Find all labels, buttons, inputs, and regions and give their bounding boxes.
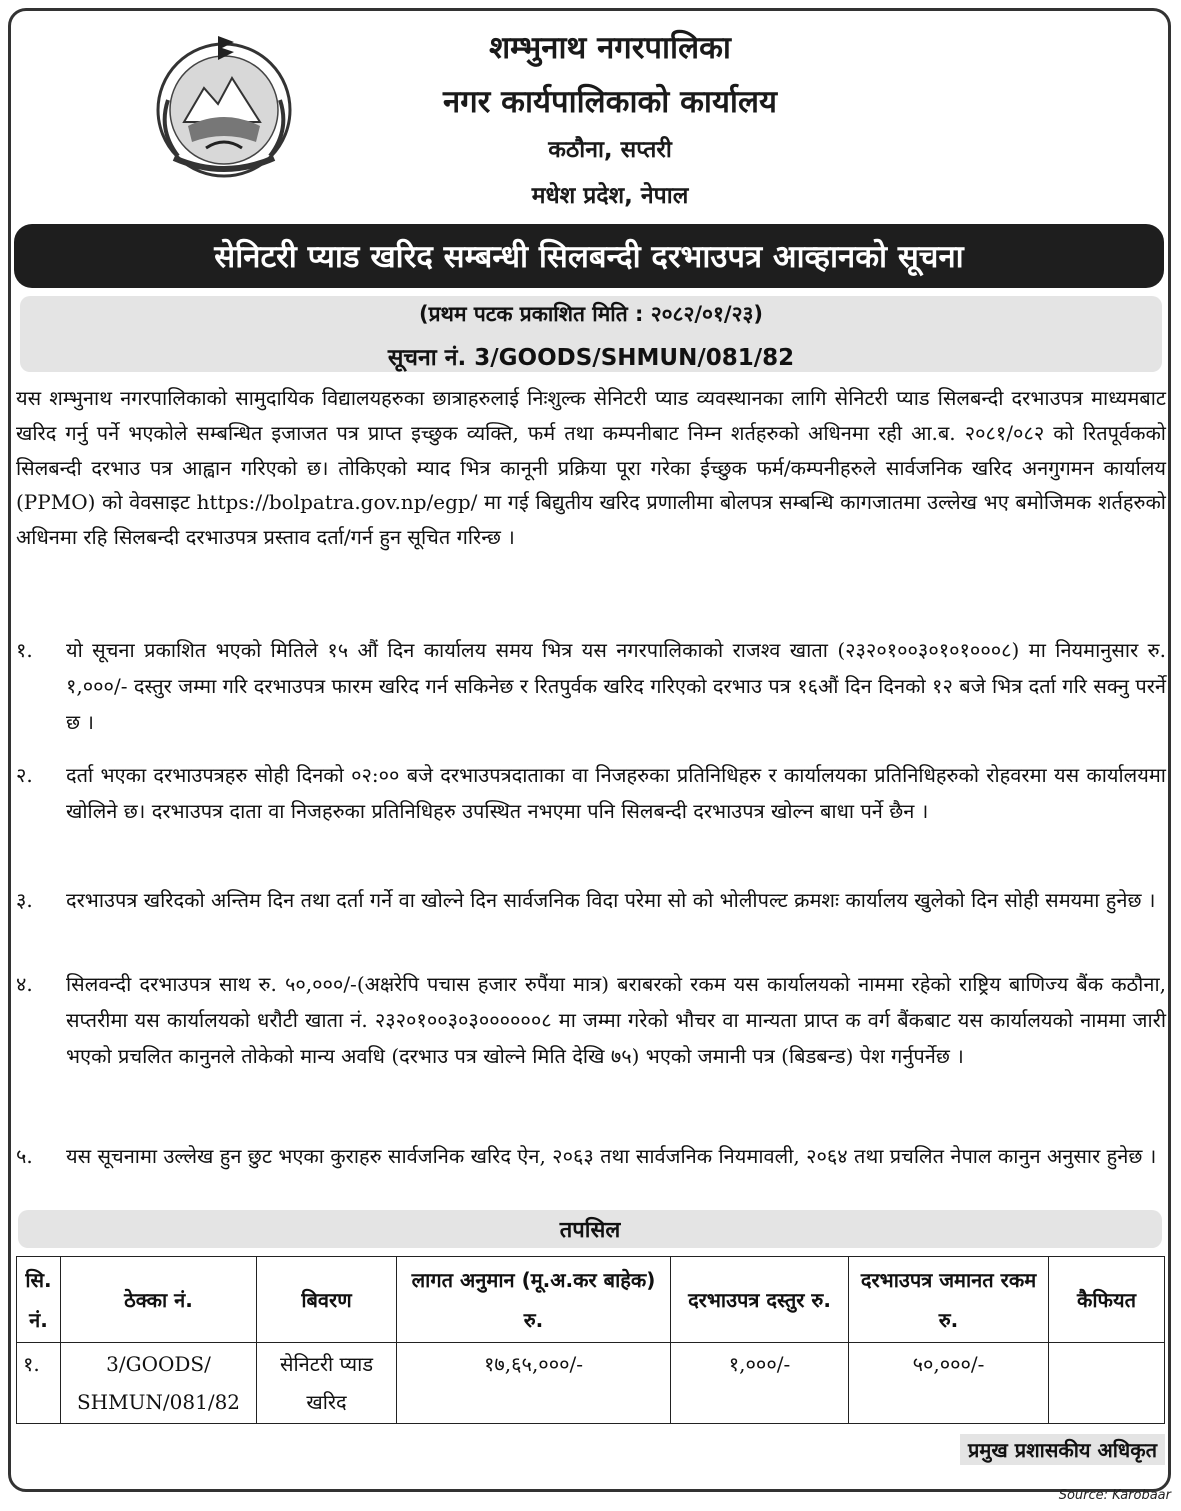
header-contract-no: ठेक्का नं. [61,1257,257,1343]
header-remarks: कैफियत [1049,1257,1165,1343]
cell-remarks [1049,1343,1165,1424]
office-location: कठौना, सप्तरी [548,137,672,163]
header-bid-security: दरभाउपत्र जमानत रकम रु. [849,1257,1049,1343]
table-header-row [17,1257,1165,1343]
notice-title-banner [14,224,1164,288]
tender-schedule-table [16,1256,1165,1424]
notice-number: सूचना नं. 3/GOODS/SHMUN/081/82 [387,345,795,371]
cell-contract-no: 3/GOODS/ SHMUN/081/82 [61,1343,257,1424]
condition-item [16,966,1166,1074]
condition-number: १. [16,638,33,662]
first-publish-date: (प्रथम पटक प्रकाशित मिति : २०८२/०१/२३) [418,302,764,326]
source-credit: Source: Karobaar [1058,1488,1171,1503]
schedule-heading: तपसिल [559,1218,621,1243]
condition-number: ४. [16,972,33,996]
condition-item [16,757,1166,829]
intro-paragraph: यस शम्भुनाथ नगरपालिकाको सामुदायिक विद्यालयहरुका छात्राहरुलाई निःशुल्क सेनिटरी प्याड व्यवस्थानका लागि सेनिटरी प्याड सिलबन्दी दरभाउपत्र माध्यमबाट खरिद गर्नु पर्ने भएकोले सम्बन्धित इजाजत पत्र प्राप्त इच्छुक व्यक्ति, फर्म तथा कम्पनीबाट निम्न शर्तहरुको अधिनमा रही आ.ब. २०८१/०८२ को रितपूर्वकको सिलबन्दी दरभाउ पत्र आह्वान गरिएको छ। तोकिएको म्याद भित्र कानूनी प्रक्रिया पूरा गरेका ईच्छुक फर्म/कम्पनीहरुले सार्वजनिक खरिद अनगुगमन कार्यालय (PPMO) को वेवसाइट https://bolpatra.gov.np/egp/ मा गई बिद्युतीय खरिद प्रणालीमा बोलपत्र सम्बन्धि कागजातमा उल्लेख भए बमोजिमक शर्तहरुको अधिनमा रहि सिलबन्दी दरभाउपत्र प्रस्ताव दर्ता/गर्न हुन सूचित गरिन्छ । [16,386,1166,550]
cell-bid-security: ५०,०००/- [849,1343,1049,1424]
condition-text: यस सूचनामा उल्लेख हुन छुट भएका कुराहरु सार्वजनिक खरिद ऐन, २०६३ तथा सार्वजनिक नियमावली, २०६४ तथा प्रचलित नेपाल कानुन अनुसार हुनेछ । [66,1144,1157,1168]
table-row [17,1343,1165,1424]
notice-title: सेनिटरी प्याड खरिद सम्बन्धी सिलबन्दी दरभाउपत्र आव्हानको सूचना [214,239,964,275]
municipality-name: शम्भुनाथ नगरपालिका [489,30,731,66]
province-country: मधेश प्रदेश, नेपाल [531,183,689,209]
condition-item [16,632,1166,740]
condition-item [16,882,1166,918]
header-serial: सि. नं. [17,1257,61,1343]
condition-text: दर्ता भएका दरभाउपत्रहरु सोही दिनको ०२:०० बजे दरभाउपत्रदाताका वा निजहरुका प्रतिनिधिहरु र कार्यालयका प्रतिनिधिहरुको रोहवरमा यस कार्यालयमा खोलिने छ। दरभाउपत्र दाता वा निजहरुका प्रतिनिधिहरु उपस्थित नभएमा पनि सिलबन्दी दरभाउपत्र खोल्न बाधा पर्ने छैन । [66,763,1166,823]
signatory-title: प्रमुख प्रशासकीय अधिकृत [960,1434,1165,1465]
header-description: बिवरण [257,1257,397,1343]
office-name: नगर कार्यपालिकाको कार्यालय [443,84,777,120]
condition-text: यो सूचना प्रकाशित भएको मितिले १५ औं दिन कार्यालय समय भित्र यस नगरपालिकाको राजश्व खाता (२३२०१००३०१०१०००८) मा नियमानुसार रु. १,०००/- दस्तुर जम्मा गरि दरभाउपत्र फारम खरिद गर्न सकिनेछ र रितपुर्वक खरिद गरिएको दरभाउ पत्र १६औं दिन दिनको १२ बजे भित्र दर्ता गरि सक्नु परर्ने छ । [66,638,1166,734]
header-bid-fee: दरभाउपत्र दस्तुर रु. [671,1257,849,1343]
schedule-heading-bar [18,1210,1162,1248]
condition-text: सिलवन्दी दरभाउपत्र साथ रु. ५०,०००/-(अक्षरेपि पचास हजार रुपैंया मात्र) बराबरको रकम यस कार्यालयको नाममा रहेको राष्ट्रिय बाणिज्य बैंक कठौना, सप्तरीमा यस कार्यालयको धरौटी खाता नं. २३२०१००३०३००००००८ मा जम्मा गरेको भौचर वा मान्यता प्राप्त क वर्ग बैंकबाट यस कार्यालयको नाममा जारी भएको प्रचलित कानुनले तोकेको मान्य अवधि (दरभाउ पत्र खोल्ने मिति देखि ७५) भएको जमानी पत्र (बिडबन्ड) पेश गर्नुपर्नेछ । [66,972,1166,1068]
condition-number: २. [16,763,33,787]
cell-description: सेनिटरी प्याड खरिद [257,1343,397,1424]
condition-number: ३. [16,888,33,912]
cell-bid-fee: १,०००/- [671,1343,849,1424]
condition-number: ५. [16,1144,33,1168]
header-cost-estimate: लागत अनुमान (मू.अ.कर बाहेक) रु. [397,1257,671,1343]
condition-text: दरभाउपत्र खरिदको अन्तिम दिन तथा दर्ता गर्ने वा खोल्ने दिन सार्वजनिक विदा परेमा सो को भोलीपल्ट क्रमशः कार्यालय खुलेको दिन सोही समयमा हुनेछ । [66,888,1156,912]
condition-item [16,1138,1166,1174]
nepal-government-emblem-icon [148,30,300,182]
cell-cost-estimate: १७,६५,०००/- [397,1343,671,1424]
cell-serial: १. [17,1343,61,1424]
